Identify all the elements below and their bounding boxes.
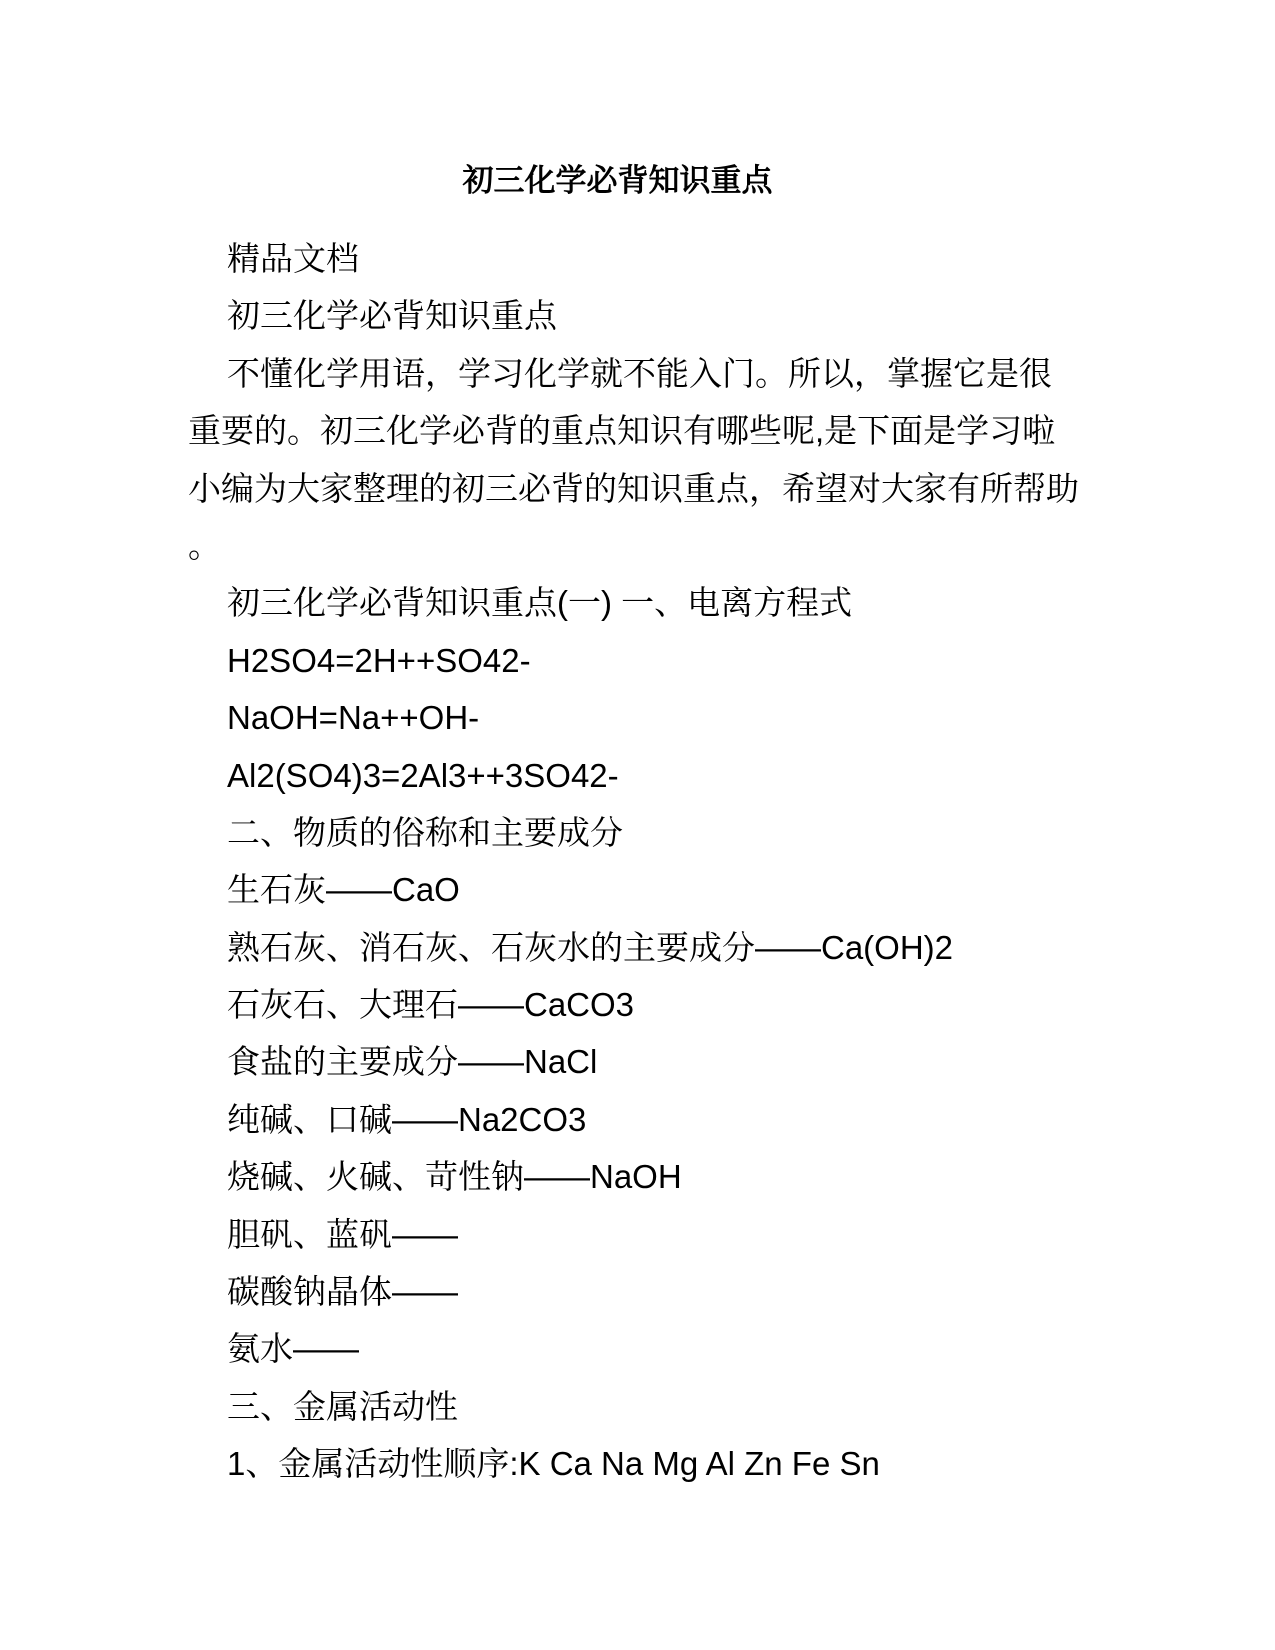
text-line: 初三化学必背知识重点 bbox=[227, 297, 557, 335]
text-line: 小编为大家整理的初三必背的知识重点，希望对大家有所帮助 bbox=[188, 469, 1079, 507]
text-line: 。 bbox=[188, 526, 221, 564]
text-line: 1、金属活动性顺序:K Ca Na Mg Al Zn Fe Sn bbox=[227, 1445, 880, 1483]
text-line: 二、物质的俗称和主要成分 bbox=[227, 813, 623, 851]
text-line: 三、金属活动性 bbox=[227, 1387, 458, 1425]
text-line: 重要的。初三化学必背的重点知识有哪些呢,是下面是学习啦 bbox=[188, 412, 1056, 450]
text-line: 烧碱、火碱、苛性钠——NaOH bbox=[227, 1158, 682, 1196]
document-body bbox=[188, 230, 1148, 1493]
text-line: 碳酸钠晶体—— bbox=[227, 1273, 458, 1311]
text-line: H2SO4=2H++SO42- bbox=[227, 641, 531, 679]
text-line: 胆矾、蓝矾—— bbox=[227, 1215, 458, 1253]
text-line: 食盐的主要成分——NaCl bbox=[227, 1043, 598, 1081]
text-line: 生石灰——CaO bbox=[227, 871, 460, 909]
text-line: 精品文档 bbox=[227, 240, 359, 277]
document-title: 初三化学必背知识重点 bbox=[462, 163, 773, 198]
text-line: 纯碱、口碱——Na2CO3 bbox=[227, 1100, 587, 1138]
text-line: Al2(SO4)3=2Al3++3SO42- bbox=[227, 756, 619, 794]
text-line: 初三化学必背知识重点(一) 一、电离方程式 bbox=[227, 584, 853, 622]
text-line: NaOH=Na++OH- bbox=[227, 699, 480, 737]
text-line: 熟石灰、消石灰、石灰水的主要成分——Ca(OH)2 bbox=[227, 928, 954, 966]
text-line: 氨水—— bbox=[227, 1330, 359, 1368]
text-line: 石灰石、大理石——CaCO3 bbox=[227, 986, 635, 1024]
text-line: 不懂化学用语，学习化学就不能入门。所以，掌握它是很 bbox=[227, 354, 1052, 392]
